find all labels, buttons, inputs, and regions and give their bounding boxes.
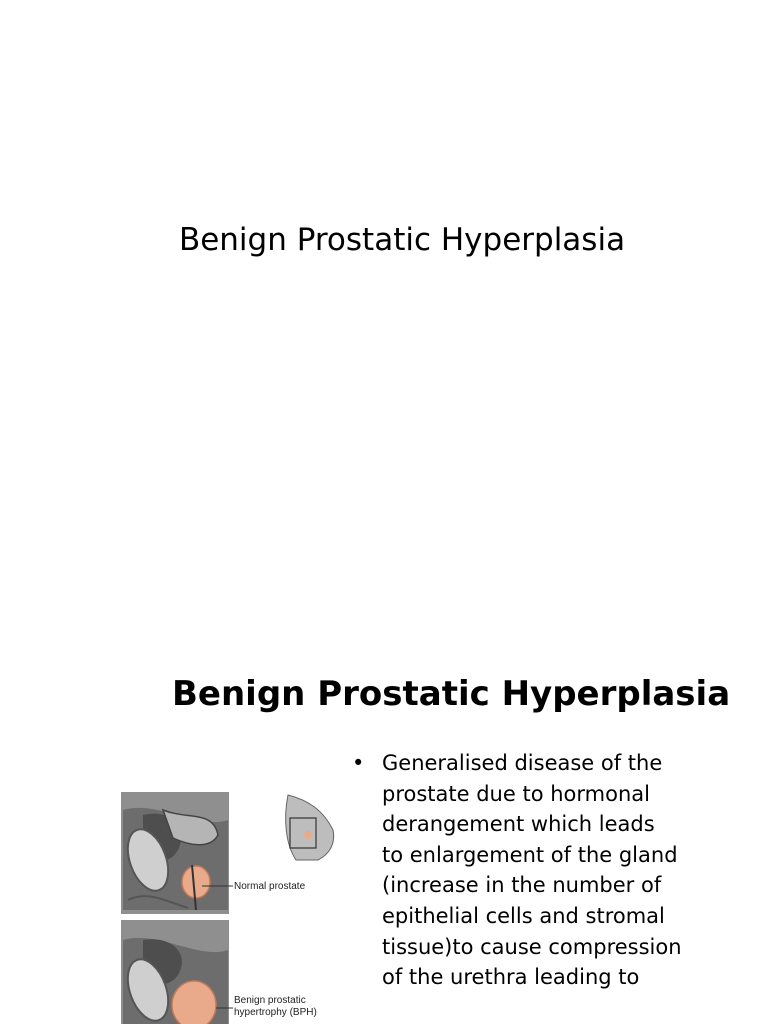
slide-title: Benign Prostatic Hyperplasia [178, 222, 626, 258]
bullet-list [352, 748, 682, 993]
bph-label-line2: hypertrophy (BPH) [234, 1007, 317, 1018]
anatomy-drawing [118, 790, 344, 1024]
slide-heading: Benign Prostatic Hyperplasia [172, 674, 731, 714]
prostate-anatomy-illustration [118, 790, 344, 1024]
bullet-marker: • [352, 751, 365, 775]
normal-prostate-shape [182, 866, 210, 898]
bullet-item [352, 748, 682, 993]
normal-prostate-label: Normal prostate [234, 881, 306, 892]
enlarged-prostate-shape [172, 981, 216, 1024]
bullet-text: Generalised disease of the prostate due to hormonal derangement which leads to enlargement of the gland (increase in the number of epithelial cells and stromal tissue)to cause compression of the urethra leading to [382, 751, 682, 990]
bph-label-line1: Benign prostatic [234, 995, 306, 1006]
